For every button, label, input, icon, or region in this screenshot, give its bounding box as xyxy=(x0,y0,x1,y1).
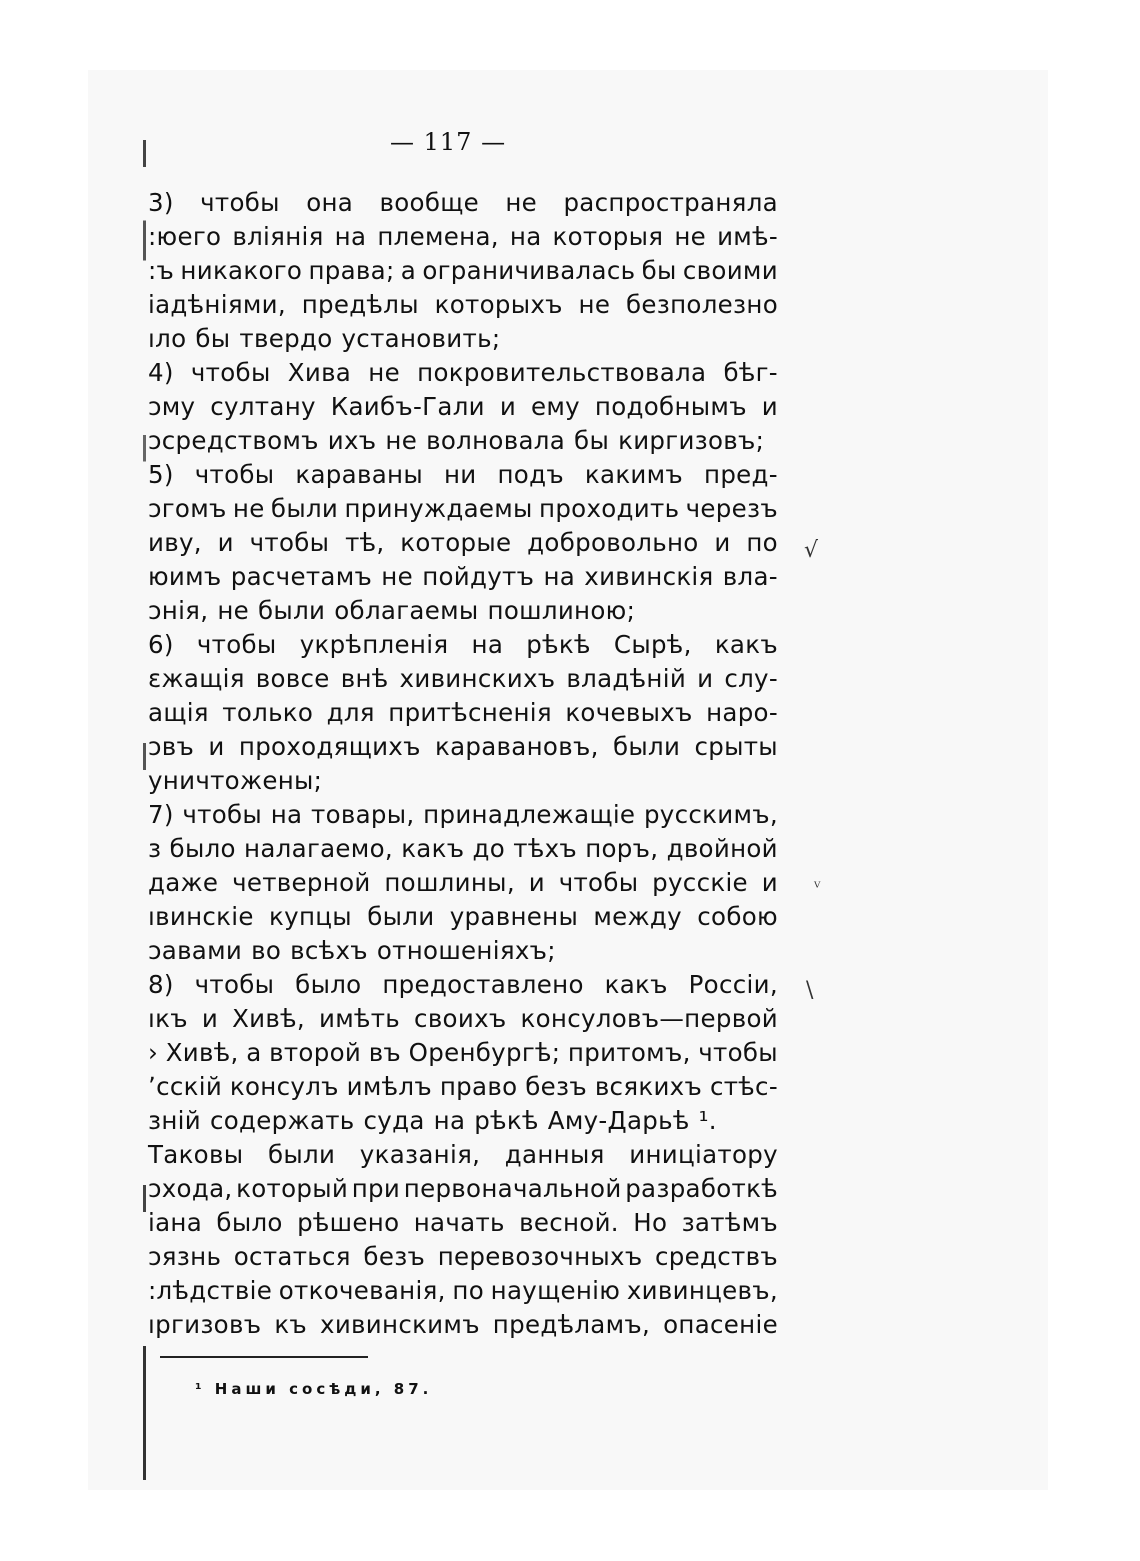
word: въ xyxy=(368,1038,402,1067)
word: ɔавами xyxy=(148,936,243,965)
word: киргизовъ; xyxy=(618,426,765,455)
word: между xyxy=(593,902,682,931)
word: были xyxy=(270,494,339,523)
word: вообще xyxy=(379,188,479,217)
word: чтобы xyxy=(194,970,275,999)
word: и xyxy=(697,664,714,693)
word: затѣмъ xyxy=(681,1208,778,1237)
word: чтобы xyxy=(200,188,280,217)
word: черезъ xyxy=(685,494,778,523)
word: предоставлено xyxy=(382,970,584,999)
word: были xyxy=(367,902,435,931)
word: притѣсненія xyxy=(388,698,552,727)
word: 5) xyxy=(148,460,174,489)
word: проходящихъ xyxy=(238,732,421,761)
word: подъ xyxy=(497,460,564,489)
text-line xyxy=(148,1036,778,1070)
word: пред- xyxy=(704,460,778,489)
word: 6) xyxy=(148,630,174,659)
footnote-rule xyxy=(160,1356,368,1358)
word: облагаемы xyxy=(334,596,479,625)
word: укрѣпленія xyxy=(299,630,449,659)
word: и xyxy=(201,1004,219,1033)
word: уравнены xyxy=(449,902,579,931)
word: ʼсскій xyxy=(148,1072,223,1101)
word: Каибъ-Гали xyxy=(330,392,485,421)
word: Хивѣ, xyxy=(165,1038,239,1067)
word: Россіи, xyxy=(688,970,778,999)
text-line xyxy=(148,424,778,458)
word: владѣній xyxy=(566,664,687,693)
word: притомъ, xyxy=(567,1038,691,1067)
word: Хивѣ, xyxy=(232,1004,305,1033)
word: и xyxy=(761,392,778,421)
word: которые xyxy=(400,528,512,557)
word: ıргизовъ xyxy=(148,1310,262,1339)
word: хивинскихъ xyxy=(399,664,556,693)
word: проходить xyxy=(539,494,680,523)
word: установить; xyxy=(341,324,501,353)
text-line xyxy=(148,764,778,798)
word: было xyxy=(295,970,362,999)
word: не xyxy=(385,426,418,455)
text-line xyxy=(148,526,778,560)
word: русскіе xyxy=(652,868,748,897)
word: срыты xyxy=(694,732,778,761)
text-line xyxy=(148,832,778,866)
word: начать xyxy=(413,1208,505,1237)
word: чтобы xyxy=(182,800,263,829)
word: 3) xyxy=(148,188,174,217)
word: до xyxy=(472,834,506,863)
word: ¹. xyxy=(698,1106,717,1135)
word: волновала xyxy=(426,426,566,455)
word: юимъ xyxy=(148,562,222,591)
word: отношеніяхъ; xyxy=(376,936,556,965)
word: чтобы xyxy=(196,630,277,659)
word: чтобы xyxy=(698,1038,778,1067)
word: своихъ xyxy=(414,1004,507,1033)
word: не xyxy=(368,358,400,387)
word: во xyxy=(251,936,282,965)
word: ему xyxy=(531,392,580,421)
word: рѣшено xyxy=(297,1208,400,1237)
word: и xyxy=(208,732,225,761)
word: султану xyxy=(210,392,316,421)
word: иву, xyxy=(148,528,202,557)
word: къ xyxy=(274,1310,308,1339)
word: и xyxy=(714,528,731,557)
text-line xyxy=(148,254,778,288)
word: 4) xyxy=(148,358,174,387)
word: Но xyxy=(633,1208,668,1237)
text-line xyxy=(148,1138,778,1172)
word: и xyxy=(528,868,545,897)
word: уничтожены; xyxy=(148,766,323,795)
word: покровительствовала xyxy=(417,358,707,387)
word: товары, xyxy=(311,800,415,829)
word: 8) xyxy=(148,970,174,999)
word: ɛжащія xyxy=(148,664,245,693)
word: ограничивалась xyxy=(422,256,636,285)
word: всякихъ xyxy=(594,1072,703,1101)
word: предѣламъ, xyxy=(492,1310,651,1339)
word: ɔхода, xyxy=(148,1174,233,1203)
word: бы xyxy=(574,426,610,455)
word: она xyxy=(306,188,354,217)
word: ɔсредствомъ xyxy=(148,426,319,455)
word: право xyxy=(439,1072,518,1101)
word: второй xyxy=(269,1038,362,1067)
word: поръ, xyxy=(585,834,659,863)
word: ɔнія, xyxy=(148,596,209,625)
word: были xyxy=(267,1140,336,1169)
text-line xyxy=(148,866,778,900)
text-line xyxy=(148,220,778,254)
word: по xyxy=(746,528,778,557)
word: :юего xyxy=(148,222,222,251)
word: расчетамъ xyxy=(230,562,373,591)
text-line xyxy=(148,1104,778,1138)
word: подобнымъ xyxy=(594,392,747,421)
word: перевозочныхъ xyxy=(437,1242,643,1271)
text-line xyxy=(148,1274,778,1308)
word: а xyxy=(400,256,417,285)
text-line xyxy=(148,560,778,594)
word: были xyxy=(258,596,326,625)
word: предѣлы xyxy=(301,290,419,319)
word: первоначальной xyxy=(403,1174,622,1203)
word: права; xyxy=(308,256,395,285)
word: твердо xyxy=(239,324,333,353)
word: которыя xyxy=(552,222,664,251)
word: а xyxy=(246,1038,262,1067)
word: :ъ xyxy=(148,256,175,285)
word: чтобы xyxy=(190,358,271,387)
word: даже xyxy=(148,868,219,897)
text-line xyxy=(148,1002,778,1036)
word: принадлежащіе xyxy=(423,800,636,829)
word: не xyxy=(674,222,707,251)
text-line xyxy=(148,968,778,1002)
text-line xyxy=(148,662,778,696)
text-line xyxy=(148,1240,778,1274)
word: ıкъ xyxy=(148,1004,188,1033)
word: ащія xyxy=(148,698,209,727)
word: Таковы xyxy=(148,1140,244,1169)
word: каравановъ, xyxy=(434,732,599,761)
word: не xyxy=(232,494,265,523)
word: разработкѣ xyxy=(625,1174,778,1203)
margin-stroke-mark: \ xyxy=(806,978,814,1003)
word: всѣхъ xyxy=(290,936,368,965)
word: вла- xyxy=(722,562,778,591)
word: средствъ xyxy=(655,1242,778,1271)
word: кочевыхъ xyxy=(565,698,693,727)
word: для xyxy=(326,698,375,727)
word: на xyxy=(334,222,367,251)
word: двойной xyxy=(666,834,778,863)
word: тѣхъ xyxy=(513,834,577,863)
margin-check-mark: √ xyxy=(804,538,819,563)
text-line xyxy=(148,186,778,220)
word: рѣкѣ xyxy=(526,630,591,659)
word: указанія, xyxy=(359,1140,481,1169)
word: Аму-Дарьѣ xyxy=(547,1106,690,1135)
text-line xyxy=(148,322,778,356)
word: племена, xyxy=(377,222,499,251)
word: содержать xyxy=(209,1106,355,1135)
text-line xyxy=(148,594,778,628)
word: имѣлъ xyxy=(346,1072,432,1101)
text-line xyxy=(148,492,778,526)
word: налагаемо, xyxy=(244,834,393,863)
word: пошлиною; xyxy=(487,596,636,625)
word: безъ xyxy=(525,1072,587,1101)
word: консуловъ—первой xyxy=(520,1004,778,1033)
word: хивинскимъ xyxy=(320,1310,480,1339)
margin-small-mark: ⱽ xyxy=(814,880,821,896)
text-line xyxy=(148,1206,778,1240)
word: были xyxy=(612,732,681,761)
word: хивинскія xyxy=(584,562,714,591)
word: собою xyxy=(697,902,778,931)
word: остаться xyxy=(233,1242,351,1271)
word: ɔгомъ xyxy=(148,494,227,523)
word: было xyxy=(216,1208,283,1237)
text-line xyxy=(148,730,778,764)
word: на xyxy=(543,562,576,591)
word: на xyxy=(433,1106,466,1135)
word: данныя xyxy=(504,1140,605,1169)
word: › xyxy=(148,1038,159,1067)
word: не xyxy=(217,596,250,625)
word: внѣ xyxy=(340,664,389,693)
word: ни xyxy=(443,460,477,489)
word: на xyxy=(270,800,303,829)
word: купцы xyxy=(269,902,352,931)
word: наро- xyxy=(706,698,778,727)
word: чтобы xyxy=(249,528,330,557)
word: которыхъ xyxy=(434,290,563,319)
word: ихъ xyxy=(327,426,377,455)
word: ɔязнь xyxy=(148,1242,222,1271)
page-number: — 117 — xyxy=(390,128,507,156)
word: 7) xyxy=(148,800,174,829)
word: имѣть xyxy=(318,1004,401,1033)
text-line xyxy=(148,390,778,424)
word: безполезно xyxy=(626,290,778,319)
word: наущенію xyxy=(490,1276,621,1305)
text-line xyxy=(148,288,778,322)
word: добровольно xyxy=(527,528,699,557)
word: четверной xyxy=(232,868,371,897)
word: по xyxy=(452,1276,485,1305)
word: суда xyxy=(363,1106,425,1135)
word: іана xyxy=(148,1208,203,1237)
word: и xyxy=(761,868,778,897)
body-text xyxy=(148,186,778,1342)
word: :лѣдствіе xyxy=(148,1276,273,1305)
word: Хива xyxy=(287,358,352,387)
word: какъ xyxy=(401,834,465,863)
word: распространяла xyxy=(563,188,778,217)
word: чтобы xyxy=(558,868,639,897)
word: только xyxy=(222,698,314,727)
word: бы xyxy=(641,256,677,285)
word: и xyxy=(217,528,234,557)
text-line xyxy=(148,356,778,390)
word: какъ xyxy=(604,970,668,999)
word: слу- xyxy=(724,664,778,693)
text-line xyxy=(148,628,778,662)
word: ıло xyxy=(148,324,187,353)
word: было xyxy=(169,834,236,863)
word: консулъ xyxy=(229,1072,339,1101)
text-line xyxy=(148,900,778,934)
word: тѣ, xyxy=(345,528,385,557)
binding-gutter xyxy=(143,140,146,1480)
word: имѣ- xyxy=(717,222,778,251)
text-line xyxy=(148,1172,778,1206)
word: ɜ xyxy=(148,834,162,863)
word: Сырѣ, xyxy=(613,630,692,659)
word: своими xyxy=(682,256,778,285)
word: рѣкѣ xyxy=(474,1106,539,1135)
word: безъ xyxy=(363,1242,426,1271)
word: ɔвъ xyxy=(148,732,195,761)
text-line xyxy=(148,1308,778,1342)
word: не xyxy=(381,562,413,591)
text-line xyxy=(148,458,778,492)
word: какъ xyxy=(714,630,778,659)
word: весной. xyxy=(519,1208,619,1237)
word: хивинцевъ, xyxy=(626,1276,778,1305)
word: бы xyxy=(195,324,231,353)
word: чтобы xyxy=(194,460,275,489)
word: бѣг- xyxy=(723,358,778,387)
word: при xyxy=(351,1174,401,1203)
text-line xyxy=(148,798,778,832)
word: не xyxy=(505,188,538,217)
word: принуждаемы xyxy=(344,494,533,523)
word: ɜній xyxy=(148,1106,201,1135)
word: на xyxy=(509,222,542,251)
word: караваны xyxy=(295,460,423,489)
footnote: ¹ Наши сосѣди, 87. xyxy=(195,1380,433,1398)
word: и xyxy=(499,392,517,421)
text-line xyxy=(148,934,778,968)
word: пойдутъ xyxy=(422,562,535,591)
word: на xyxy=(471,630,504,659)
word: не xyxy=(578,290,611,319)
text-line xyxy=(148,696,778,730)
word: вовсе xyxy=(255,664,330,693)
word: ɔму xyxy=(148,392,196,421)
word: вліянія xyxy=(232,222,324,251)
word: опасеніе xyxy=(663,1310,778,1339)
word: стѣс- xyxy=(709,1072,778,1101)
text-line xyxy=(148,1070,778,1104)
word: который xyxy=(236,1174,349,1203)
word: иниціатору xyxy=(629,1140,778,1169)
word: какимъ xyxy=(584,460,684,489)
word: пошлины, xyxy=(384,868,515,897)
word: откочеванія, xyxy=(278,1276,446,1305)
word: Оренбургѣ; xyxy=(408,1038,561,1067)
word: іадѣніями, xyxy=(148,290,286,319)
word: ıвинскіе xyxy=(148,902,254,931)
word: русскимъ, xyxy=(643,800,778,829)
word: никакого xyxy=(180,256,303,285)
